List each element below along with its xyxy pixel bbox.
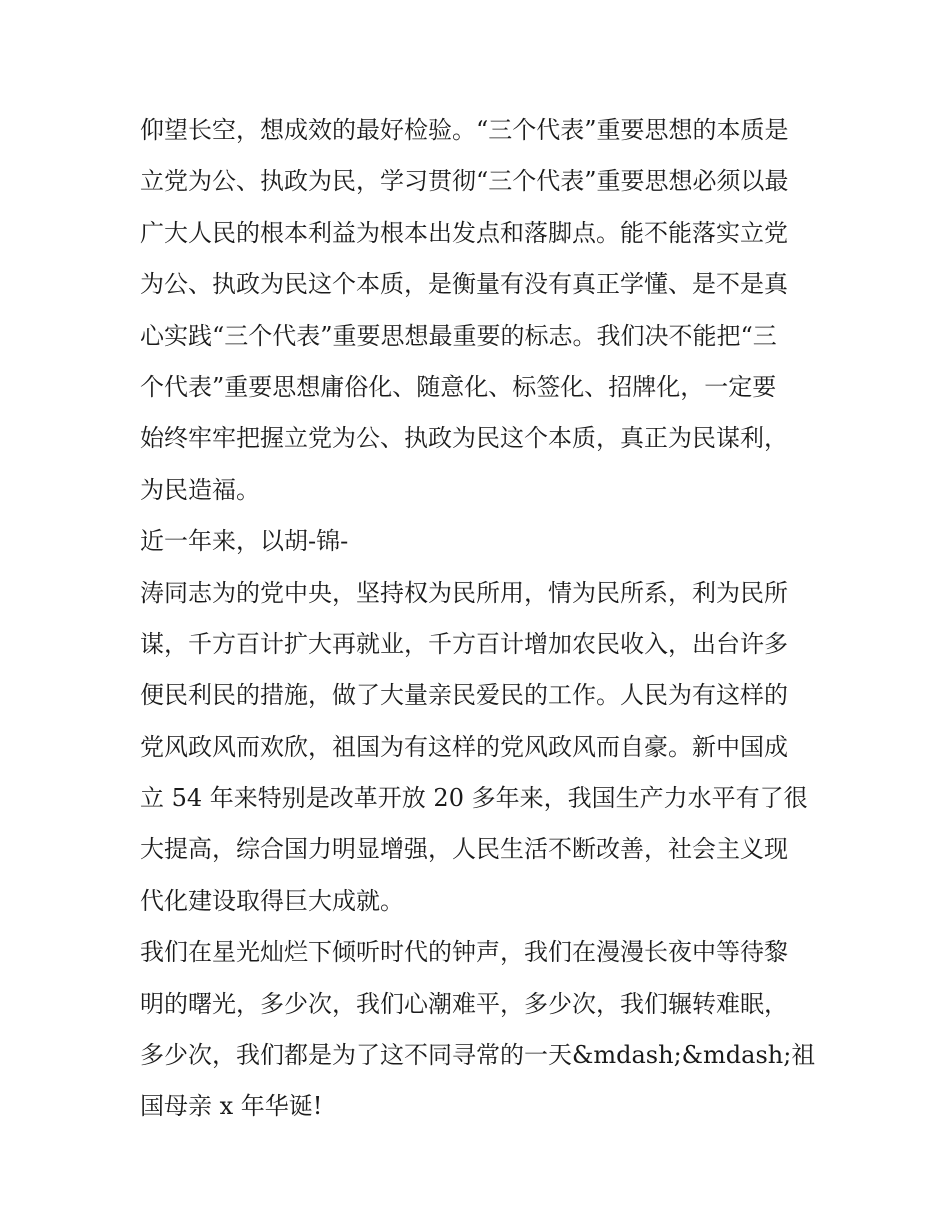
text-line: 心实践“三个代表”重要思想最重要的标志。我们决不能把“三 (140, 321, 777, 350)
text-line: 个代表”重要思想庸俗化、随意化、标签化、招牌化，一定要 (140, 372, 777, 401)
text-line: 为民造福。 (140, 475, 260, 504)
text-line: 近一年来，以胡-锦- (140, 527, 349, 556)
body-text (140, 105, 820, 1133)
text-line: 仰望长空，想成效的最好检验。“三个代表”重要思想的本质是 (140, 116, 789, 144)
text-line: 立党为公、执政为民，学习贯彻“三个代表”重要思想必须以最 (140, 167, 789, 196)
text-line: 谋，千方百计扩大再就业，千方百计增加农民收入，出台许多 (140, 629, 788, 658)
text-line: 为公、执政为民这个本质，是衡量有没有真正学懂、是不是真 (140, 270, 788, 299)
text-line: 国母亲 x 年华诞! (140, 1092, 323, 1121)
text-line: 党风政风而欢欣，祖国为有这样的党风政风而自豪。新中国成 (140, 732, 788, 761)
text-line: 广大人民的根本利益为根本出发点和落脚点。能不能落实立党 (140, 218, 788, 247)
text-line: 明的曙光，多少次，我们心潮难平，多少次，我们辗转难眠， (140, 989, 788, 1018)
text-line: 始终牢牢把握立党为公、执政为民这个本质，真正为民谋利， (140, 424, 788, 453)
text-line: 大提高，综合国力明显增强，人民生活不断改善，社会主义现 (140, 835, 788, 864)
text-line: 我们在星光灿烂下倾听时代的钟声，我们在漫漫长夜中等待黎 (140, 938, 788, 967)
text-line: 代化建设取得巨大成就。 (140, 886, 404, 915)
text-line: 立 54 年来特别是改革开放 20 多年来，我国生产力水平有了很 (140, 784, 808, 813)
text-line: 便民利民的措施，做了大量亲民爱民的工作。人民为有这样的 (140, 681, 788, 710)
text-line: 涛同志为的党中央，坚持权为民所用，情为民所系，利为民所 (140, 578, 788, 607)
text-line: 多少次，我们都是为了这不同寻常的一天&mdash;&mdash;祖 (140, 1041, 816, 1070)
